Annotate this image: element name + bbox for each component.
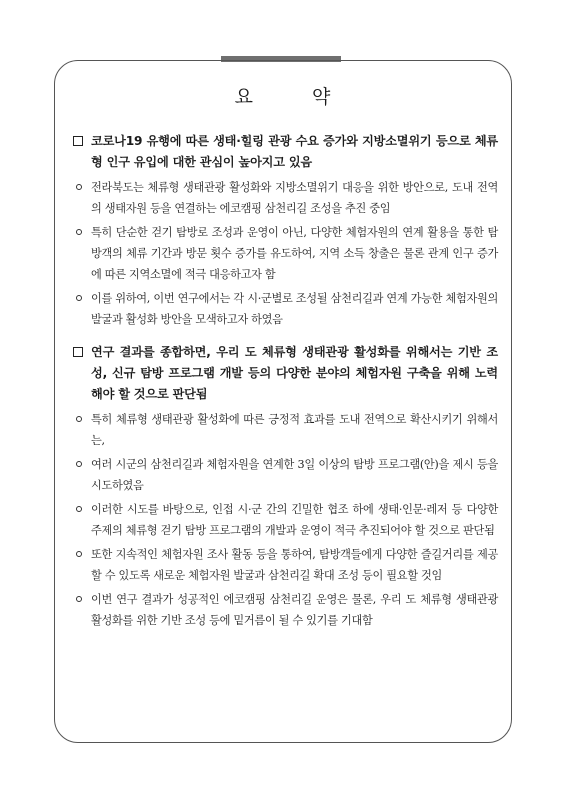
title-char-1: 요	[234, 86, 254, 108]
list-item: 또한 지속적인 체험자원 조사 활동 등을 통하여, 탐방객들에게 다양한 즐길거리를 제공할 수 있도록 새로운 체험자원 발굴과 삼천리길 확대 조성 등이 필요할 것임	[72, 544, 498, 586]
list-item: 전라북도는 체류형 생태관광 활성화와 지방소멸위기 대응을 위한 방안으로, 도내 전역의 생태자원 등을 연결하는 에코캠핑 삼천리길 조성을 추진 중임	[72, 177, 498, 219]
title-char-2: 약	[312, 86, 332, 108]
list-item: 이러한 시도를 바탕으로, 인접 시·군 간의 긴밀한 협조 하에 생태·인문·레저 등 다양한 주제의 체류형 걷기 탐방 프로그램의 개발과 운영이 적극 추진되어야 할 것으로 판단됨	[72, 499, 498, 541]
summary-content	[72, 131, 498, 634]
list-item: 이를 위하여, 이번 연구에서는 각 시·군별로 조성될 삼천리길과 연계 가능한 체험자원의 발굴과 활성화 방안을 모색하고자 하였음	[72, 288, 498, 330]
circle-bullet-icon	[76, 506, 82, 512]
list-item: 이번 연구 결과가 성공적인 에코캠핑 삼천리길 운영은 물론, 우리 도 체류형 생태관광 활성화를 위한 기반 조성 등에 밑거름이 될 수 있기를 기대함	[72, 589, 498, 631]
circle-bullet-icon	[76, 295, 82, 301]
page-title	[54, 82, 512, 109]
section-heading	[72, 131, 498, 173]
list-item: 특히 단순한 걷기 탐방로 조성과 운영이 아닌, 다양한 체험자원의 연계 활용을 통한 탐방객의 체류 기간과 방문 횟수 증가를 유도하여, 지역 소득 창출은 물론 관계 인구 증가에 따른 지역소멸에 적극 대응하고자 함	[72, 222, 498, 285]
section-heading	[72, 342, 498, 405]
bullet-list	[72, 409, 498, 631]
circle-bullet-icon	[76, 229, 82, 235]
list-item: 여러 시군의 삼천리길과 체험자원을 연계한 3일 이상의 탐방 프로그램(안)을 제시 등을 시도하였음	[72, 454, 498, 496]
section-heading-text: 코로나19 유행에 따른 생태·힐링 관광 수요 증가와 지방소멸위기 등으로 체류형 인구 유입에 대한 관심이 높아지고 있음	[91, 134, 498, 169]
circle-bullet-icon	[76, 184, 82, 190]
list-item: 특히 체류형 생태관광 활성화에 따른 긍정적 효과를 도내 전역으로 확산시키기 위해서는,	[72, 409, 498, 451]
square-bullet-icon	[73, 136, 83, 146]
section-heading-text: 연구 결과를 종합하면, 우리 도 체류형 생태관광 활성화를 위해서는 기반 조성, 신규 탐방 프로그램 개발 등의 다양한 분야의 체험자원 구축을 위해 노력해야 할 것으로 판단됨	[91, 345, 498, 401]
square-bullet-icon	[73, 347, 83, 357]
bullet-list	[72, 177, 498, 330]
circle-bullet-icon	[76, 596, 82, 602]
section-2	[72, 342, 498, 631]
circle-bullet-icon	[76, 416, 82, 422]
circle-bullet-icon	[76, 461, 82, 467]
circle-bullet-icon	[76, 551, 82, 557]
section-1	[72, 131, 498, 330]
